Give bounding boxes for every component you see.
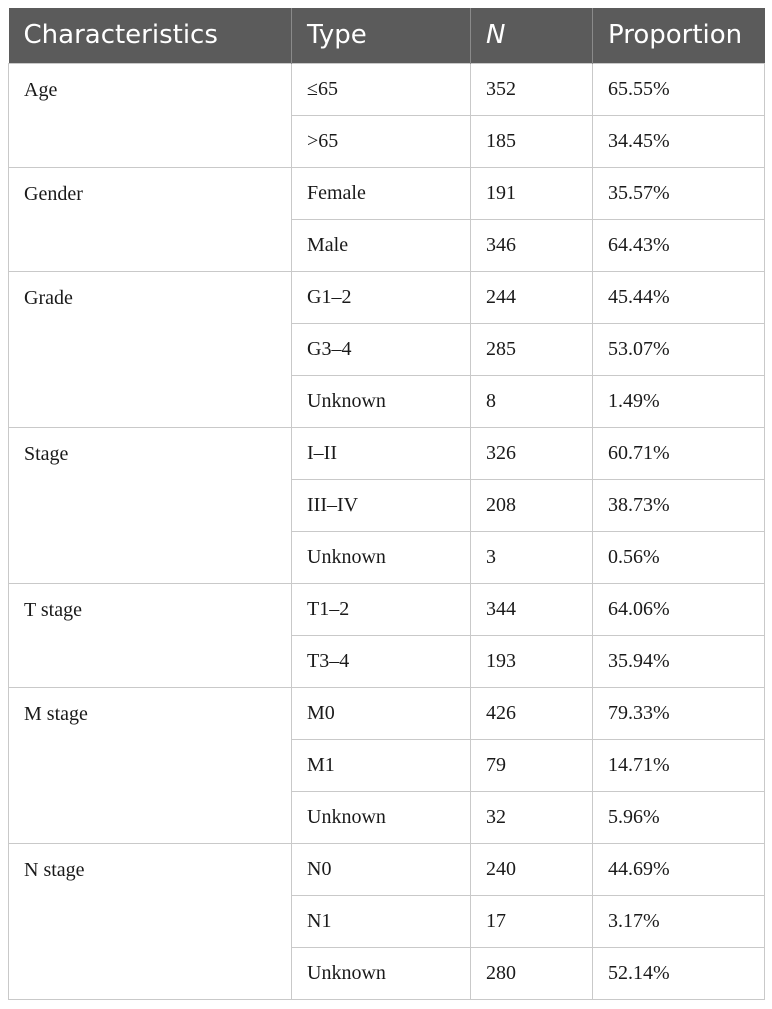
proportion-cell: 60.71% [593,427,765,479]
type-cell: Female [292,167,471,219]
type-cell: G1–2 [292,271,471,323]
table-body [9,63,765,999]
proportion-cell: 5.96% [593,791,765,843]
proportion-cell: 44.69% [593,843,765,895]
characteristic-cell: Grade [9,271,292,427]
n-cell: 17 [471,895,593,947]
type-cell: >65 [292,115,471,167]
characteristic-cell: N stage [9,843,292,999]
n-cell: 3 [471,531,593,583]
proportion-cell: 64.06% [593,583,765,635]
type-cell: N1 [292,895,471,947]
proportion-cell: 38.73% [593,479,765,531]
n-cell: 185 [471,115,593,167]
proportion-cell: 3.17% [593,895,765,947]
type-cell: Unknown [292,531,471,583]
characteristic-cell: Age [9,63,292,167]
type-cell: T3–4 [292,635,471,687]
type-cell: Unknown [292,375,471,427]
type-cell: T1–2 [292,583,471,635]
header-n: N [471,8,593,63]
proportion-cell: 52.14% [593,947,765,999]
proportion-cell: 35.94% [593,635,765,687]
header-characteristics: Characteristics [9,8,292,63]
type-cell: Unknown [292,791,471,843]
proportion-cell: 14.71% [593,739,765,791]
proportion-cell: 1.49% [593,375,765,427]
type-cell: III–IV [292,479,471,531]
header-proportion: Proportion [593,8,765,63]
proportion-cell: 45.44% [593,271,765,323]
characteristic-cell: Stage [9,427,292,583]
n-cell: 285 [471,323,593,375]
proportion-cell: 35.57% [593,167,765,219]
table-row [9,427,765,479]
n-cell: 208 [471,479,593,531]
proportion-cell: 53.07% [593,323,765,375]
n-cell: 346 [471,219,593,271]
table-row [9,271,765,323]
proportion-cell: 64.43% [593,219,765,271]
table-header-row [9,8,765,63]
n-cell: 352 [471,63,593,115]
characteristic-cell: Gender [9,167,292,271]
n-cell: 79 [471,739,593,791]
type-cell: M1 [292,739,471,791]
n-cell: 244 [471,271,593,323]
n-cell: 191 [471,167,593,219]
type-cell: N0 [292,843,471,895]
n-cell: 326 [471,427,593,479]
type-cell: I–II [292,427,471,479]
proportion-cell: 34.45% [593,115,765,167]
n-cell: 32 [471,791,593,843]
n-cell: 280 [471,947,593,999]
characteristic-cell: M stage [9,687,292,843]
proportion-cell: 65.55% [593,63,765,115]
table-row [9,687,765,739]
proportion-cell: 79.33% [593,687,765,739]
type-cell: Unknown [292,947,471,999]
n-cell: 344 [471,583,593,635]
type-cell: Male [292,219,471,271]
table-row [9,843,765,895]
proportion-cell: 0.56% [593,531,765,583]
header-type: Type [292,8,471,63]
table-row [9,63,765,115]
type-cell: ≤65 [292,63,471,115]
n-cell: 426 [471,687,593,739]
n-cell: 8 [471,375,593,427]
type-cell: G3–4 [292,323,471,375]
table-row [9,167,765,219]
characteristics-table-container [8,8,764,1000]
characteristic-cell: T stage [9,583,292,687]
characteristics-table [8,8,765,1000]
type-cell: M0 [292,687,471,739]
n-cell: 193 [471,635,593,687]
table-row [9,583,765,635]
n-cell: 240 [471,843,593,895]
